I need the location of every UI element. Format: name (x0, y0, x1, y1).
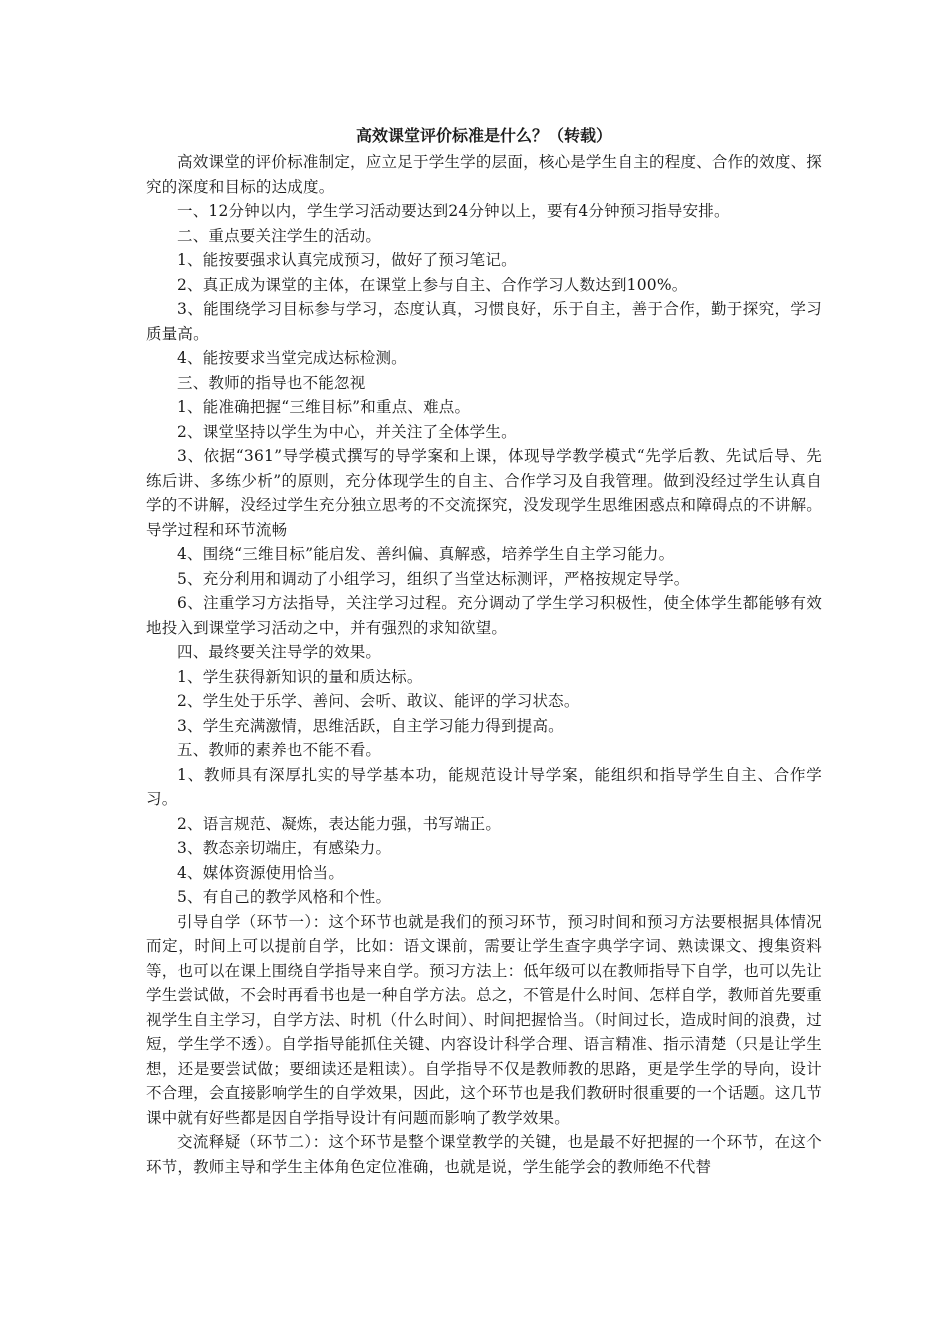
document-page (146, 124, 822, 1179)
document-title: 高效课堂评价标准是什么？（转载） (355, 126, 612, 145)
paragraph: 3、能围绕学习目标参与学习，态度认真，习惯良好，乐于自主，善于合作，勤于探究，学习质量高。 (146, 300, 822, 343)
paragraph: 2、课堂坚持以学生为中心，并关注了全体学生。 (177, 422, 517, 441)
paragraph: 1、能按要强求认真完成预习，做好了预习笔记。 (177, 251, 517, 269)
paragraph: 三、教师的指导也不能忽视 (177, 373, 366, 392)
paragraph: 1、教师具有深厚扎实的导学基本功，能规范设计导学案，能组织和指导学生自主、合作学习。 (146, 765, 822, 808)
paragraph: 高效课堂的评价标准制定，应立足于学生学的层面，核心是学生自主的程度、合作的效度、探究的深度和目标的达成度。 (146, 153, 822, 196)
paragraph: 引导自学（环节一）：这个环节也就是我们的预习环节，预习时间和预习方法要根据具体情况而定，时间上可以提前自学，比如：语文课前，需要让学生查字典学字词、熟读课文、搜集资料等，也可以在课上围绕自学指导来自学。预习方法上：低年级可以在教师指导下自学，也可以先让学生尝试做，不会时再看书也是一种自学方法。总之，不管是什么时间、怎样自学，教师首先要重视学生自主学习，自学方法、时机（什么时间）、时间把握恰当。（时间过长，造成时间的浪费，过短，学生学不透）。自学指导能抓住关键、内容设计科学合理、语言精准、指示清楚（只是让学生想，还是要尝试做；要细读还是粗读）。自学指导不仅是教师教的思路，更是学生学的导向，设计不合理，会直接影响学生的自学效果，因此，这个环节也是我们教研时很重要的一个话题。这几节课中就有好些都是因自学指导设计有问题而影响了教学效果。 (146, 912, 822, 1127)
document-body (146, 150, 822, 1179)
paragraph: 2、真正成为课堂的主体，在课堂上参与自主、合作学习人数达到100%。 (177, 275, 688, 294)
paragraph: 五、教师的素养也不能不看。 (177, 741, 382, 759)
paragraph: 一、12分钟以内，学生学习活动要达到24分钟以上，要有4分钟预习指导安排。 (177, 202, 730, 220)
paragraph: 二、重点要关注学生的活动。 (177, 226, 382, 245)
paragraph: 6、注重学习方法指导，关注学习过程。充分调动了学生学习积极性，使全体学生都能够有效地投入到课堂学习活动之中，并有强烈的求知欲望。 (146, 594, 822, 637)
paragraph: 3、教态亲切端庄，有感染力。 (177, 839, 392, 857)
paragraph: 2、语言规范、凝炼，表达能力强，书写端正。 (177, 814, 502, 833)
paragraph: 交流释疑（环节二）：这个环节是整个课堂教学的关键，也是最不好把握的一个环节，在这个环节，教师主导和学生主体角色定位准确，也就是说，学生能学会的教师绝不代替 (146, 1133, 822, 1176)
paragraph: 4、媒体资源使用恰当。 (177, 863, 345, 882)
paragraph: 5、充分利用和调动了小组学习，组织了当堂达标测评，严格按规定导学。 (177, 569, 690, 588)
paragraph: 3、依据“361”导学模式撰写的导学案和上课，体现导学教学模式“先学后教、先试后导、先练后讲、多练少析”的原则，充分体现学生的自主、合作学习及自我管理。做到没经过学生认真自学的不讲解，没经过学生充分独立思考的不交流探究，没发现学生思维困惑点和障碍点的不讲解。导学过程和环节流畅 (146, 447, 822, 539)
paragraph: 3、学生充满激情，思维活跃，自主学习能力得到提高。 (177, 716, 564, 735)
paragraph: 2、学生处于乐学、善问、会听、敢议、能评的学习状态。 (177, 692, 580, 710)
paragraph: 1、学生获得新知识的量和质达标。 (177, 667, 423, 686)
paragraph: 4、围绕“三维目标”能启发、善纠偏、真解惑，培养学生自主学习能力。 (177, 545, 675, 563)
paragraph: 四、最终要关注导学的效果。 (177, 643, 382, 661)
paragraph: 5、有自己的教学风格和个性。 (177, 888, 392, 906)
paragraph: 1、能准确把握“三维目标”和重点、难点。 (177, 398, 471, 416)
paragraph: 4、能按要求当堂完成达标检测。 (177, 349, 407, 367)
